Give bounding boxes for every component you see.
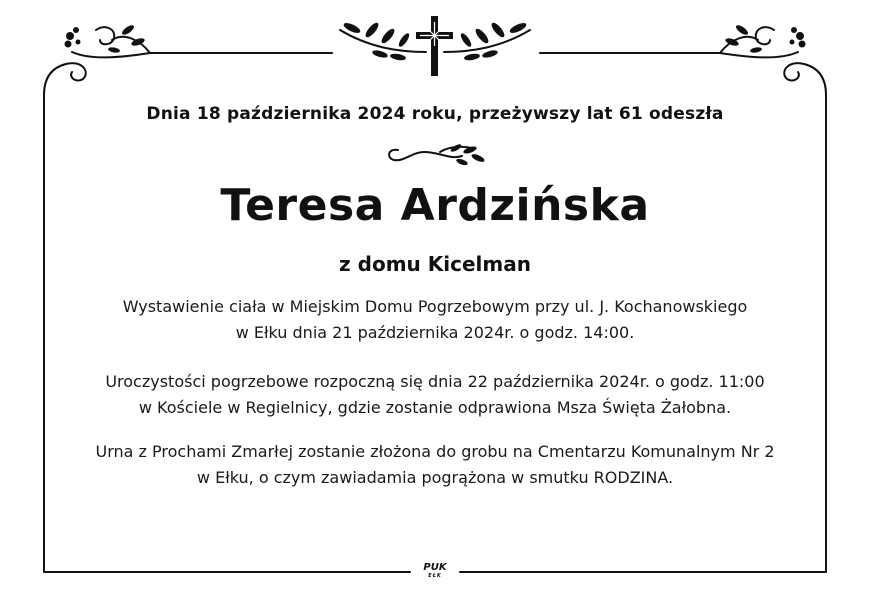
paragraph-line: Wystawienie ciała w Miejskim Domu Pogrzebowym przy ul. J. Kochanowskiego bbox=[122, 297, 748, 316]
cross-with-laurel-icon bbox=[340, 16, 530, 76]
paragraph-line: w Ełku, o czym zawiadamia pogrążona w smutku RODZINA. bbox=[196, 468, 674, 487]
paragraph-line: Uroczystości pogrzebowe rozpoczną się dnia 22 października 2024r. o godz. 11:00 bbox=[105, 372, 765, 391]
leaf-swirl-icon bbox=[389, 143, 485, 167]
paragraph-ceremony bbox=[0, 369, 870, 421]
intro-line: Dnia 18 października 2024 roku, przeżywszy lat 61 odeszła bbox=[146, 104, 724, 124]
paragraph-burial bbox=[0, 439, 870, 491]
floral-flourish-icon bbox=[720, 27, 826, 95]
deceased-name: Teresa Ardzińska bbox=[220, 180, 650, 231]
paragraph-line: w Kościele w Regielnicy, gdzie zostanie odprawiona Msza Święta Żałobna. bbox=[138, 398, 732, 417]
paragraph-line: Urna z Prochami Zmarłej zostanie złożona do grobu na Cmentarzu Komunalnym Nr 2 bbox=[95, 442, 775, 461]
paragraph-line: w Ełku dnia 21 października 2024r. o godz. 14:00. bbox=[235, 323, 635, 342]
logo-text: PUK bbox=[423, 562, 447, 573]
maiden-name: z domu Kicelman bbox=[339, 252, 531, 276]
logo-subtext: EŁK bbox=[428, 573, 442, 579]
paragraph-viewing bbox=[0, 294, 870, 346]
floral-flourish-icon bbox=[44, 27, 150, 95]
puk-logo bbox=[416, 563, 454, 579]
